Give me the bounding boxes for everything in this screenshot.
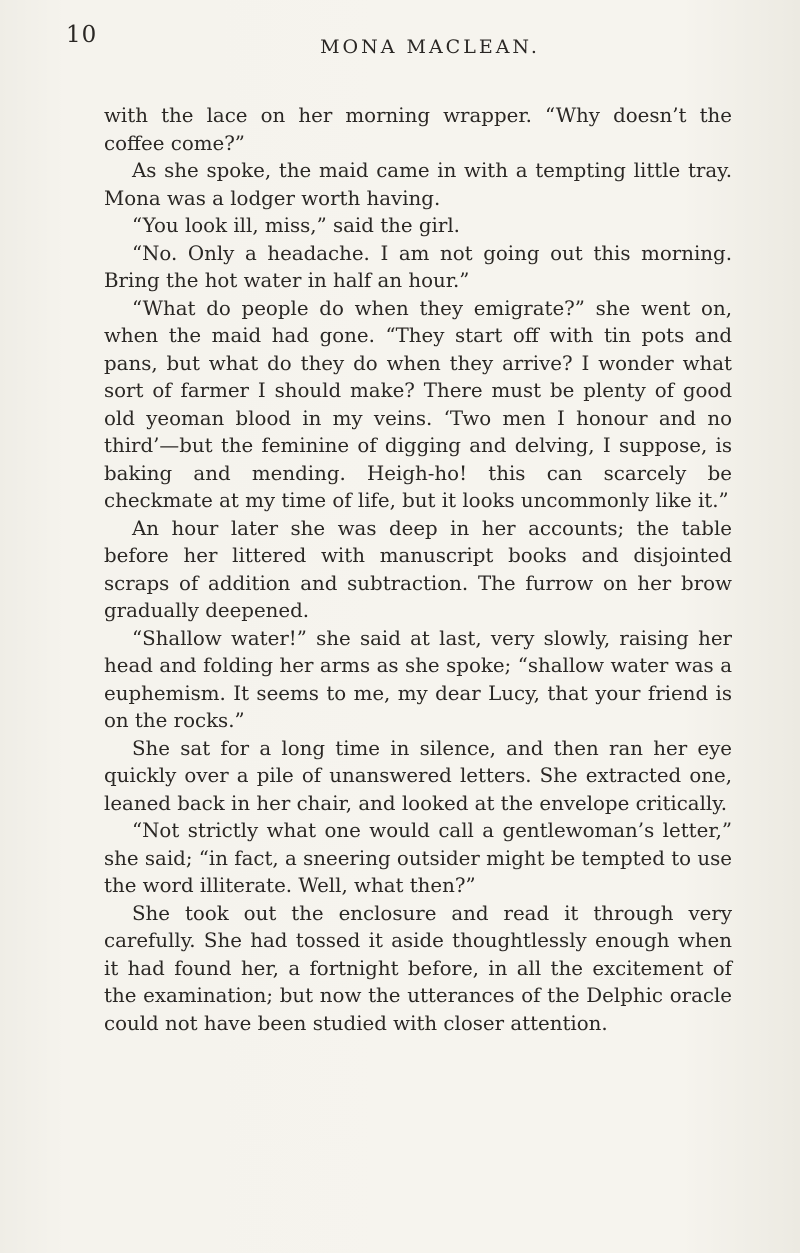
paragraph: As she spoke, the maid came in with a tempting little tray. Mona was a lodger worth having. <box>104 159 732 210</box>
body-text <box>104 102 732 1037</box>
paragraph: “What do people do when they emigrate?” she went on, when the maid had gone. “They start off with tin pots and pans, but what do they do when they arrive? I wonder what sort of farmer I should make? There must be plenty of good old yeoman blood in my veins. ‘Two men I honour and no third’—but the feminine of digging and delving, I suppose, is baking and mending. Heigh-ho! this can scarcely be checkmate at my time of life, but it looks uncommonly like it.” <box>104 296 732 512</box>
paragraph: “Not strictly what one would call a gentlewoman’s letter,” she said; “in fact, a sneering outsider might be tempted to use the word illiterate. Well, what then?” <box>104 819 732 897</box>
paragraph: “You look ill, miss,” said the girl. <box>132 214 460 237</box>
paragraph: An hour later she was deep in her accounts; the table before her littered with manuscript books and disjointed scraps of addition and subtraction. The furrow on her brow gradually deepened. <box>104 516 732 622</box>
paragraph: “Shallow water!” she said at last, very slowly, raising her head and folding her arms as she spoke; “shallow water was a euphemism. It seems to me, my dear Lucy, that your friend is on the rocks.” <box>104 626 732 732</box>
running-title: MONA MACLEAN. <box>320 36 540 58</box>
paragraph: She took out the enclosure and read it through very carefully. She had tossed it aside thoughtlessly enough when it had found her, a fortnight before, in all the excitement of the examination; but now the utterances of the Delphic oracle could not have been studied with closer attention. <box>104 901 732 1035</box>
paragraph: “No. Only a headache. I am not going out this morning. Bring the hot water in half an hour.” <box>104 241 732 292</box>
page-number: 10 <box>66 22 98 48</box>
paragraph: She sat for a long time in silence, and then ran her eye quickly over a pile of unanswered letters. She extracted one, leaned back in her chair, and looked at the envelope critically. <box>104 736 732 815</box>
paragraph: with the lace on her morning wrapper. “Why doesn’t the coffee come?” <box>104 104 732 155</box>
